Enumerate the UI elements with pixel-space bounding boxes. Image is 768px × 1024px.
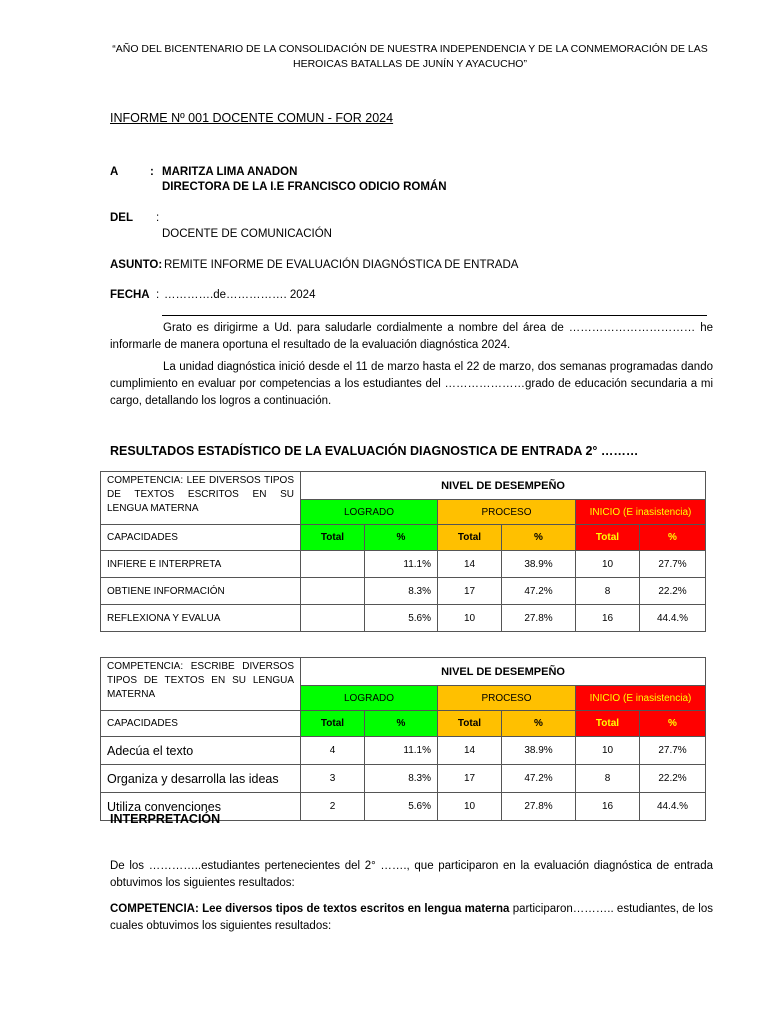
logrado-pct-header: % bbox=[365, 711, 438, 737]
sender: DOCENTE DE COMUNICACIÓN bbox=[162, 228, 332, 240]
report-title: INFORME Nº 001 DOCENTE COMUN - FOR 2024 bbox=[110, 111, 394, 125]
table-row bbox=[101, 737, 706, 765]
results-table-writing bbox=[100, 657, 706, 821]
header-divider bbox=[162, 315, 707, 316]
logrado-header: LOGRADO bbox=[301, 686, 438, 711]
capacidad-name: REFLEXIONA Y EVALUA bbox=[101, 605, 301, 632]
recipient-name: MARITZA LIMA ANADON bbox=[162, 166, 298, 178]
proceso-pct: 38.9% bbox=[502, 551, 576, 578]
logrado-total: 3 bbox=[301, 765, 365, 793]
proceso-total: 14 bbox=[438, 551, 502, 578]
logrado-total-header: Total bbox=[301, 525, 365, 551]
inicio-pct: 22.2% bbox=[640, 578, 706, 605]
proceso-pct: 47.2% bbox=[502, 765, 576, 793]
inicio-pct: 44.4.% bbox=[640, 605, 706, 632]
inicio-total: 16 bbox=[576, 793, 640, 821]
proceso-total: 10 bbox=[438, 793, 502, 821]
proceso-total: 10 bbox=[438, 605, 502, 632]
table-row bbox=[101, 765, 706, 793]
inicio-pct: 22.2% bbox=[640, 765, 706, 793]
logrado-total: 2 bbox=[301, 793, 365, 821]
inicio-pct: 27.7% bbox=[640, 737, 706, 765]
capacidad-name: Utiliza convenciones bbox=[101, 793, 301, 821]
capacidad-name: Organiza y desarrolla las ideas bbox=[101, 765, 301, 793]
logrado-pct: 5.6% bbox=[365, 793, 438, 821]
logrado-pct: 8.3% bbox=[365, 765, 438, 793]
proceso-pct: 47.2% bbox=[502, 578, 576, 605]
inicio-total: 10 bbox=[576, 551, 640, 578]
logrado-pct: 11.1% bbox=[365, 737, 438, 765]
capacidades-header: CAPACIDADES bbox=[101, 525, 301, 551]
del-label: DEL bbox=[110, 212, 133, 224]
inicio-total: 8 bbox=[576, 578, 640, 605]
fecha-value: ………….de……………. 2024 bbox=[164, 289, 316, 301]
proceso-total-header: Total bbox=[438, 525, 502, 551]
diagnostic-paragraph: La unidad diagnóstica inició desde el 11 de marzo hasta el 22 de marzo, dos semanas programadas dando cumplimiento en evaluar por competencias a los estudiantes del …………………grado de educación secundaria a mi cargo, detallando los logros a continuación. bbox=[110, 361, 713, 407]
intro-paragraph: Grato es dirigirme a Ud. para saludarle cordialmente a nombre del área de …………………………… he informarle de manera oportuna el resultado de la evaluación diagnóstica 2024. bbox=[110, 322, 713, 351]
fecha-label: FECHA bbox=[110, 289, 150, 301]
logrado-total bbox=[301, 578, 365, 605]
proceso-pct: 27.8% bbox=[502, 605, 576, 632]
proceso-total: 17 bbox=[438, 765, 502, 793]
table-row bbox=[101, 578, 706, 605]
results-title: RESULTADOS ESTADÍSTICO DE LA EVALUACIÓN DIAGNOSTICA DE ENTRADA 2° ……… bbox=[110, 444, 639, 458]
logrado-header: LOGRADO bbox=[301, 500, 438, 525]
inicio-pct-header: % bbox=[640, 525, 706, 551]
inicio-total: 10 bbox=[576, 737, 640, 765]
fecha-colon: : bbox=[156, 289, 160, 301]
inicio-pct-header: % bbox=[640, 711, 706, 737]
inicio-pct: 44.4.% bbox=[640, 793, 706, 821]
competencia-rest: participaron……….. estudiantes, de los cuales obtuvimos los siguientes resultados: bbox=[110, 903, 713, 932]
logrado-total bbox=[301, 551, 365, 578]
proceso-header: PROCESO bbox=[438, 686, 576, 711]
logrado-pct: 8.3% bbox=[365, 578, 438, 605]
capacidades-header: CAPACIDADES bbox=[101, 711, 301, 737]
nivel-header: NIVEL DE DESEMPEÑO bbox=[301, 472, 706, 500]
asunto-label: ASUNTO: bbox=[110, 259, 163, 271]
inicio-total: 16 bbox=[576, 605, 640, 632]
competencia-cell: COMPETENCIA: ESCRIBE DIVERSOS TIPOS DE TEXTOS EN SU LENGUA MATERNA bbox=[101, 658, 301, 711]
logrado-pct: 11.1% bbox=[365, 551, 438, 578]
logrado-pct-header: % bbox=[365, 525, 438, 551]
inicio-header: INICIO (E inasistencia) bbox=[576, 500, 706, 525]
competencia-bold: COMPETENCIA: Lee diversos tipos de textos escritos en lengua materna bbox=[110, 903, 510, 915]
proceso-total: 17 bbox=[438, 578, 502, 605]
a-label: A bbox=[110, 166, 119, 178]
proceso-pct: 38.9% bbox=[502, 737, 576, 765]
results-table-reading bbox=[100, 471, 706, 632]
capacidad-name: Adecúa el texto bbox=[101, 737, 301, 765]
competencia-paragraph bbox=[110, 901, 713, 935]
capacidad-name: OBTIENE INFORMACIÓN bbox=[101, 578, 301, 605]
recipient-role: DIRECTORA DE LA I.E FRANCISCO ODICIO ROMÁN bbox=[162, 181, 447, 193]
inicio-total-header: Total bbox=[576, 525, 640, 551]
inicio-total: 8 bbox=[576, 765, 640, 793]
table-row bbox=[101, 605, 706, 632]
inicio-total-header: Total bbox=[576, 711, 640, 737]
interpretacion-title: INTERPRETACIÓN bbox=[110, 812, 221, 826]
inicio-pct: 27.7% bbox=[640, 551, 706, 578]
inicio-header: INICIO (E inasistencia) bbox=[576, 686, 706, 711]
asunto-value: REMITE INFORME DE EVALUACIÓN DIAGNÓSTICA DE ENTRADA bbox=[164, 259, 519, 271]
competencia-cell: COMPETENCIA: LEE DIVERSOS TIPOS DE TEXTOS ESCRITOS EN SU LENGUA MATERNA bbox=[101, 472, 301, 525]
del-colon: : bbox=[156, 212, 160, 224]
logrado-total: 4 bbox=[301, 737, 365, 765]
logrado-total bbox=[301, 605, 365, 632]
proceso-total-header: Total bbox=[438, 711, 502, 737]
proceso-pct: 27.8% bbox=[502, 793, 576, 821]
document-motto: “AÑO DEL BICENTENARIO DE LA CONSOLIDACIÓN DE NUESTRA INDEPENDENCIA Y DE LA CONMEMORACIÓN DE LAS HEROICAS BATALLAS DE JUNÍN Y AYACUCHO” bbox=[112, 43, 708, 70]
proceso-total: 14 bbox=[438, 737, 502, 765]
proceso-pct-header: % bbox=[502, 525, 576, 551]
interpretacion-paragraph: De los …………..estudiantes pertenecientes del 2° ……., que participaron en la evaluación diagnóstica de entrada obtuvimos los siguientes resultados: bbox=[110, 860, 713, 889]
proceso-pct-header: % bbox=[502, 711, 576, 737]
a-colon: : bbox=[150, 166, 154, 178]
logrado-pct: 5.6% bbox=[365, 605, 438, 632]
table-row bbox=[101, 551, 706, 578]
nivel-header: NIVEL DE DESEMPEÑO bbox=[301, 658, 706, 686]
capacidad-name: INFIERE E INTERPRETA bbox=[101, 551, 301, 578]
logrado-total-header: Total bbox=[301, 711, 365, 737]
proceso-header: PROCESO bbox=[438, 500, 576, 525]
